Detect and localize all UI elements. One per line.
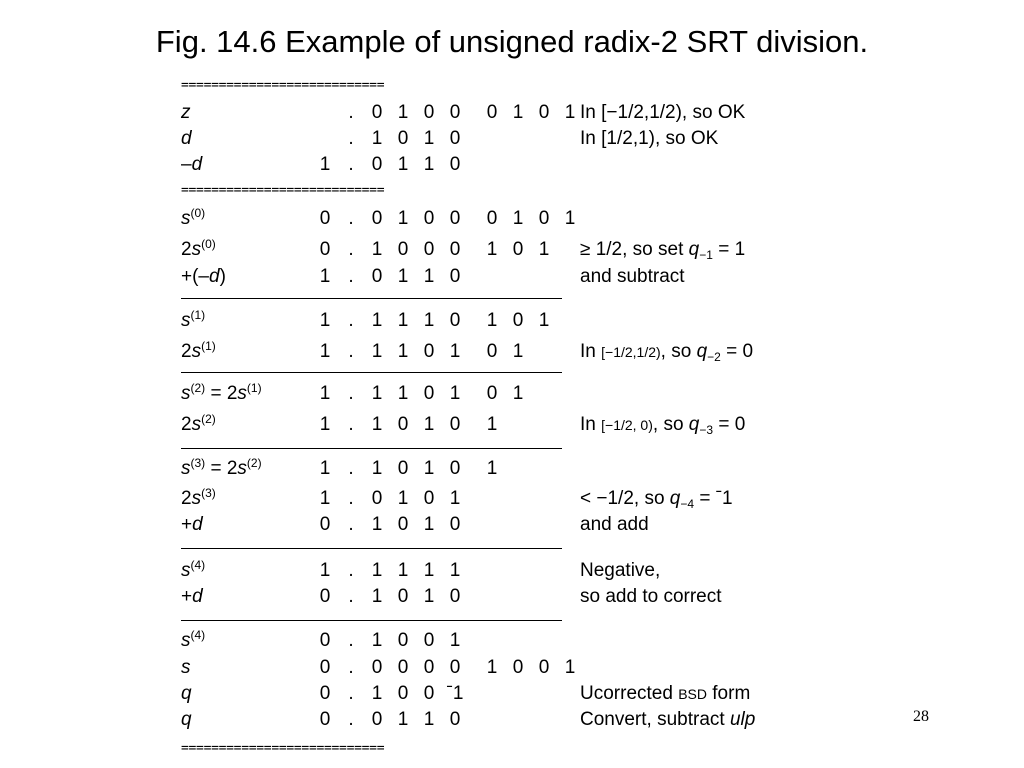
- bit: 1: [449, 383, 461, 404]
- row-label: $s^{(4)}$: [181, 628, 206, 651]
- bit: 0: [371, 266, 383, 287]
- row-bits: [312, 655, 583, 681]
- trace-row: [0, 584, 1024, 610]
- double-separator: ===========================: [181, 741, 385, 756]
- bit: 1: [449, 630, 461, 651]
- trace-row: [0, 152, 1024, 178]
- bit: 1: [423, 586, 435, 607]
- row-note: Ucorrected BSD form: [580, 683, 751, 704]
- bit: .: [348, 341, 354, 362]
- trace-row: [0, 707, 1024, 733]
- bit: 1: [564, 102, 576, 123]
- bit: 0: [449, 514, 461, 535]
- trace-row: [0, 264, 1024, 290]
- trace-row: [0, 558, 1024, 584]
- bit: 0: [449, 102, 461, 123]
- bit: .: [348, 630, 354, 651]
- bit: 1: [423, 310, 435, 331]
- separator-line: [181, 620, 562, 621]
- bit: 1: [423, 709, 435, 730]
- bit: 1: [423, 154, 435, 175]
- trace-row: [0, 628, 1024, 654]
- bit: 1: [397, 310, 409, 331]
- bit: 0: [397, 630, 409, 651]
- bit: 0: [449, 266, 461, 287]
- bit: .: [348, 310, 354, 331]
- row-bits: [312, 381, 531, 407]
- bit: 1: [423, 128, 435, 149]
- bit: .: [348, 586, 354, 607]
- bit: 0: [423, 657, 435, 678]
- trace-row: [0, 486, 1024, 512]
- bit: .: [348, 514, 354, 535]
- bit: 0: [449, 657, 461, 678]
- row-bits: [312, 456, 505, 482]
- bit: 0: [449, 310, 461, 331]
- bit: .: [348, 560, 354, 581]
- row-bits: [312, 126, 468, 152]
- bit: 1: [397, 560, 409, 581]
- bit: 0: [423, 630, 435, 651]
- row-note: In [−1/2, 0), so $q_{-3} = 0$: [580, 414, 746, 437]
- bit: 1: [319, 458, 331, 479]
- bit: 0: [449, 586, 461, 607]
- bit: 0: [423, 683, 435, 704]
- bit: 0: [319, 657, 331, 678]
- row-bits: [312, 100, 583, 126]
- double-separator: ===========================: [181, 183, 385, 198]
- bit: 1: [486, 657, 498, 678]
- bit: 0: [449, 709, 461, 730]
- bit: 0: [319, 208, 331, 229]
- bit: 1: [319, 341, 331, 362]
- row-note: In [1/2,1), so OK: [580, 128, 719, 149]
- bit: .: [348, 102, 354, 123]
- bit: 0: [397, 458, 409, 479]
- page-number: 28: [913, 708, 929, 725]
- separator-line: [181, 448, 562, 449]
- bit: 1: [423, 266, 435, 287]
- separator-line: [181, 548, 562, 549]
- trace-row: [0, 381, 1024, 407]
- bit: 1: [371, 560, 383, 581]
- bit: 1: [512, 208, 524, 229]
- bit: 1: [371, 239, 383, 260]
- bit: 1: [371, 383, 383, 404]
- bit: ˉ1: [446, 683, 464, 704]
- bit: 0: [512, 657, 524, 678]
- trace-row: [0, 456, 1024, 482]
- trace-row: [0, 100, 1024, 126]
- row-label: $s^{(3)} = 2s^{(2)}$: [181, 456, 262, 479]
- row-label: s: [181, 657, 191, 678]
- bit: 0: [371, 488, 383, 509]
- bit: 0: [371, 102, 383, 123]
- bit: .: [348, 657, 354, 678]
- separator-line: [181, 298, 562, 299]
- bit: 1: [397, 102, 409, 123]
- bit: 1: [397, 266, 409, 287]
- trace-row: [0, 412, 1024, 438]
- row-note: In [−1/2,1/2), so OK: [580, 102, 746, 123]
- bit: 1: [512, 341, 524, 362]
- bit: 0: [449, 208, 461, 229]
- slide-title: Fig. 14.6 Example of unsigned radix-2 SRT division.: [155, 24, 869, 59]
- bit: 0: [449, 414, 461, 435]
- bit: .: [348, 208, 354, 229]
- bit: 1: [486, 458, 498, 479]
- bit: 1: [371, 514, 383, 535]
- row-label: $s^{(4)}$: [181, 558, 206, 581]
- bit: 0: [512, 310, 524, 331]
- bit: 1: [371, 458, 383, 479]
- bit: 0: [371, 154, 383, 175]
- bit: 1: [371, 683, 383, 704]
- trace-row: [0, 126, 1024, 152]
- row-label: $s^{(2)} = 2s^{(1)}$: [181, 381, 262, 404]
- bit: 0: [397, 239, 409, 260]
- bit: 0: [319, 239, 331, 260]
- bit: 0: [423, 102, 435, 123]
- bit: .: [348, 414, 354, 435]
- bit: 1: [486, 239, 498, 260]
- bit: 1: [397, 154, 409, 175]
- bit: 1: [371, 586, 383, 607]
- row-note: ≥ 1/2, so set $q_{-1} = 1$: [580, 239, 746, 262]
- bit: 1: [319, 488, 331, 509]
- bit: 1: [319, 154, 331, 175]
- bit: 1: [512, 102, 524, 123]
- row-label: q: [181, 709, 192, 730]
- bit: 0: [449, 458, 461, 479]
- bit: 0: [449, 239, 461, 260]
- row-bits: [312, 707, 468, 733]
- bit: 0: [319, 709, 331, 730]
- bit: 1: [449, 488, 461, 509]
- row-label: d: [181, 128, 192, 149]
- row-bits: [312, 681, 468, 707]
- row-label: $2s^{(2)}$: [181, 412, 216, 435]
- bit: 1: [371, 310, 383, 331]
- row-bits: [312, 264, 468, 290]
- bit: 1: [319, 414, 331, 435]
- bit: 0: [371, 657, 383, 678]
- bit: 0: [423, 208, 435, 229]
- bit: 1: [319, 266, 331, 287]
- bit: .: [348, 239, 354, 260]
- row-bits: [312, 628, 468, 654]
- row-label: –d: [181, 154, 203, 175]
- bit: .: [348, 383, 354, 404]
- bit: 1: [319, 310, 331, 331]
- bit: 1: [449, 560, 461, 581]
- row-label: +(–d): [181, 266, 226, 287]
- bit: 0: [538, 102, 550, 123]
- row-label: z: [181, 102, 191, 123]
- bit: 0: [397, 683, 409, 704]
- trace-row: [0, 237, 1024, 263]
- bit: 1: [371, 630, 383, 651]
- bit: 0: [397, 128, 409, 149]
- bit: 0: [397, 657, 409, 678]
- bit: 0: [397, 586, 409, 607]
- row-bits: [312, 486, 468, 512]
- row-label: $s^{(0)}$: [181, 206, 206, 229]
- bit: 0: [486, 102, 498, 123]
- bit: 0: [397, 514, 409, 535]
- bit: 0: [486, 208, 498, 229]
- bit: 1: [423, 560, 435, 581]
- bit: 1: [371, 128, 383, 149]
- trace-row: [0, 681, 1024, 707]
- bit: 1: [512, 383, 524, 404]
- row-label: $s^{(1)}$: [181, 308, 206, 331]
- bit: .: [348, 709, 354, 730]
- bit: 0: [449, 128, 461, 149]
- bit: 0: [538, 208, 550, 229]
- row-label: q: [181, 683, 192, 704]
- row-bits: [312, 152, 468, 178]
- bit: 1: [397, 341, 409, 362]
- bit: 0: [538, 657, 550, 678]
- bit: 1: [397, 488, 409, 509]
- separator-line: [181, 372, 562, 373]
- bit: 0: [319, 586, 331, 607]
- bit: 1: [538, 239, 550, 260]
- row-note: so add to correct: [580, 586, 722, 607]
- bit: 0: [486, 383, 498, 404]
- bit: 1: [397, 208, 409, 229]
- bit: 1: [397, 383, 409, 404]
- bit: 0: [319, 683, 331, 704]
- bit: 0: [423, 488, 435, 509]
- row-label: +d: [181, 586, 203, 607]
- bit: 1: [449, 341, 461, 362]
- bit: .: [348, 266, 354, 287]
- bit: 1: [486, 414, 498, 435]
- bit: 1: [371, 341, 383, 362]
- bit: .: [348, 458, 354, 479]
- row-bits: [312, 206, 583, 232]
- row-label: $2s^{(1)}$: [181, 339, 216, 362]
- trace-row: [0, 655, 1024, 681]
- bit: 1: [397, 709, 409, 730]
- bit: 1: [423, 414, 435, 435]
- row-label: $2s^{(3)}$: [181, 486, 216, 509]
- bit: 1: [486, 310, 498, 331]
- row-note: and add: [580, 514, 649, 535]
- row-bits: [312, 237, 557, 263]
- bit: 1: [423, 458, 435, 479]
- trace-row: [0, 512, 1024, 538]
- bit: 1: [319, 383, 331, 404]
- bit: 0: [423, 383, 435, 404]
- bit: 1: [564, 657, 576, 678]
- bit: .: [348, 154, 354, 175]
- bit: 1: [538, 310, 550, 331]
- row-note: In [−1/2,1/2), so $q_{-2} = 0$: [580, 341, 754, 364]
- row-bits: [312, 558, 468, 584]
- bit: 1: [371, 414, 383, 435]
- row-bits: [312, 584, 468, 610]
- trace-row: [0, 339, 1024, 365]
- bit: 0: [319, 514, 331, 535]
- row-note: < −1/2, so $q_{-4}$ = ˉ1: [580, 488, 733, 511]
- row-bits: [312, 412, 505, 438]
- row-note: and subtract: [580, 266, 685, 287]
- trace-row: [0, 308, 1024, 334]
- row-label: +d: [181, 514, 203, 535]
- bit: 0: [423, 341, 435, 362]
- bit: 0: [371, 208, 383, 229]
- double-separator: ===========================: [181, 78, 385, 93]
- bit: .: [348, 683, 354, 704]
- row-note: Negative,: [580, 560, 661, 581]
- row-label: $2s^{(0)}$: [181, 237, 216, 260]
- bit: .: [348, 488, 354, 509]
- bit: 1: [423, 514, 435, 535]
- bit: 0: [449, 154, 461, 175]
- bit: 0: [371, 709, 383, 730]
- row-bits: [312, 339, 531, 365]
- row-bits: [312, 512, 468, 538]
- row-note: Convert, subtract ulp: [580, 709, 756, 730]
- bit: 1: [319, 560, 331, 581]
- bit: .: [348, 128, 354, 149]
- bit: 0: [512, 239, 524, 260]
- bit: 0: [319, 630, 331, 651]
- row-bits: [312, 308, 557, 334]
- bit: 0: [397, 414, 409, 435]
- trace-row: [0, 206, 1024, 232]
- bit: 0: [423, 239, 435, 260]
- bit: 0: [486, 341, 498, 362]
- bit: 1: [564, 208, 576, 229]
